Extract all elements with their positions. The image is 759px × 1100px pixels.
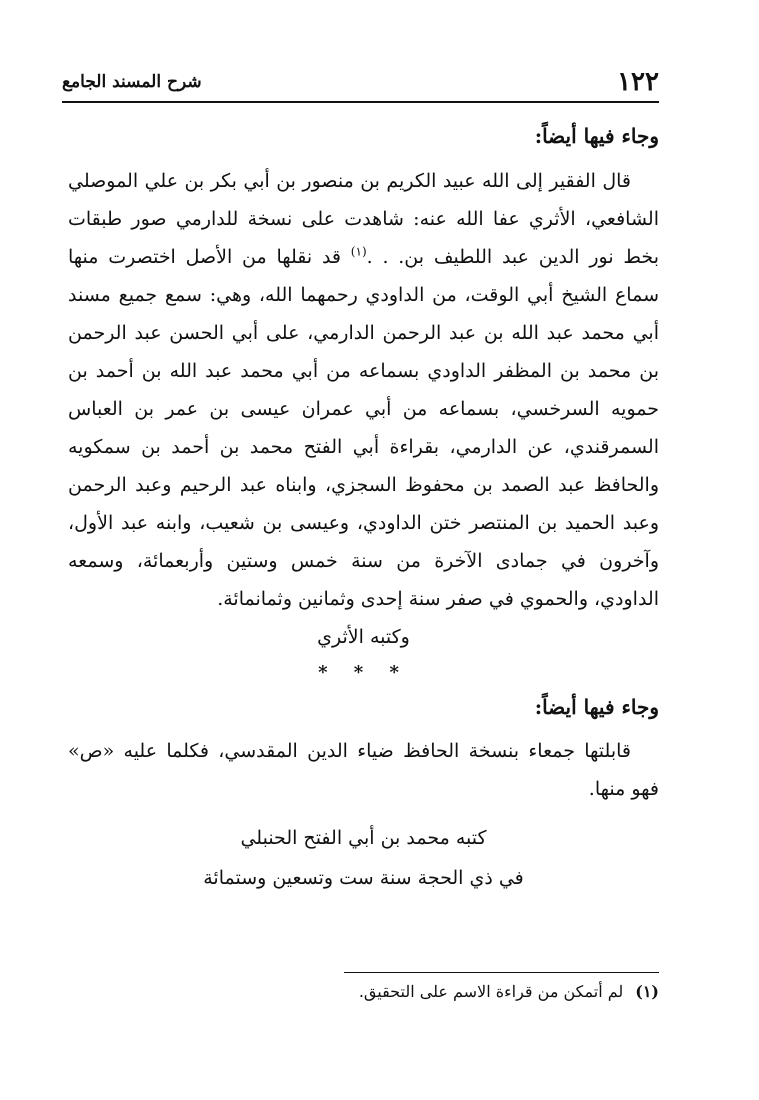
body-paragraph [68,162,659,618]
signature: وكتبه الأثري [317,626,410,648]
paragraph-text: قد نقلها من الأصل اختصرت منها سماع الشيخ أبي الوقت، من الداودي رحمهما الله، وهي: سمع جميع مسند أبي محمد عبد الله بن عبد الرحمن الدارمي، على أبي الحسن عبد الرحمن بن محمد بن المظفر الداودي بسماعه من أبي محمد عبد الله بن أحمد بن حمويه السرخسي، بسماعه من أبي عمران عيسى بن عمر بن العباس السمرقندي، عن الدارمي، بقراءة أبي الفتح محمد بن أحمد بن سمكويه والحافظ عبد الصمد بن محفوظ السجزي، وابناه عبد الرحيم وعبد الرحمن وعبد الحميد بن المنتصر ختن الداودي، وعيسى بن شعيب، وابنه عبد الأول، وآخرون في جمادى الآخرة من سنة خمس وستين وأربعمائة، وسمعه الداودي، والحموي في صفر سنة إحدى وثمانين وثمانمائة. [68,246,659,610]
main-text [68,116,659,898]
signature-date-line: في ذي الحجة سنة ست وتسعين وستمائة [203,867,524,889]
footnote-reference: (١) [350,244,367,259]
body-paragraph: قابلتها جمعاء بنسخة الحافظ ضياء الدين المقدسي، فكلما عليه «ص» فهو منها. [68,740,659,800]
signature-block [68,818,659,898]
page-header [62,66,659,98]
header-rule [62,101,659,103]
page-number: ١٢٢ [617,67,659,97]
signature-line: كتبه محمد بن أبي الفتح الحنبلي [240,827,487,849]
footnote [62,978,659,1006]
footnote-marker: (١) [635,982,659,1001]
section-separator: * * * [318,662,409,683]
running-title: شرح المسند الجامع [62,72,202,92]
footnote-text: لم أتمكن من قراءة الاسم على التحقيق. [358,982,624,1001]
section-heading: وجاء فيها أيضاً: [534,124,659,148]
paragraph-text: قال الفقير إلى الله عبيد الكريم بن منصور بن أبي بكر بن علي الموصلي الشافعي، الأثري عفا الله عنه: شاهدت على نسخة للدارمي صور طبقات بخط نور الدين عبد اللطيف بن. . . [68,170,659,268]
footnote-rule [344,972,659,973]
section-heading: وجاء فيها أيضاً: [534,695,659,719]
